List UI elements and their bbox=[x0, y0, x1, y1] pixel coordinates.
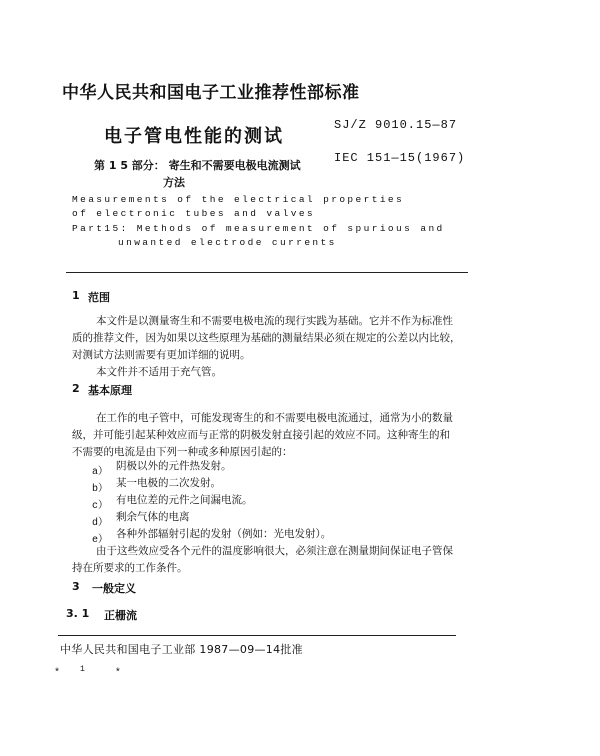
paragraph-line: 本文件是以测量寄生和不需要电极电流的现行实践为基础。它并不作为标准性 bbox=[96, 315, 453, 327]
subsection-title: 正栅流 bbox=[104, 609, 137, 622]
standard-body-heading: 中华人民共和国电子工业推荐性部标准 bbox=[62, 83, 360, 103]
paragraph-line: 不需要的电流是由下列一种或多种原因引起的： bbox=[72, 446, 293, 458]
footer-divider bbox=[58, 635, 456, 636]
english-title-line3: Part15: Methods of measurement of spurious and bbox=[72, 223, 445, 234]
list-item-marker: a） bbox=[92, 467, 109, 478]
part-subtitle-line2: 方法 bbox=[163, 176, 185, 189]
iec-code: IEC 151—15(1967) bbox=[334, 151, 466, 165]
list-item: 剩余气体的电离 bbox=[116, 511, 190, 523]
section-title-definitions: 一般定义 bbox=[92, 582, 136, 595]
paragraph-line: 持在所要求的工作条件。 bbox=[72, 562, 188, 574]
section-number: 2 bbox=[72, 382, 80, 395]
approval-note: 中华人民共和国电子工业部 1987—09—14批准 bbox=[60, 643, 303, 656]
section-number: 1 bbox=[72, 289, 80, 302]
list-item-marker: d） bbox=[92, 518, 109, 529]
page-number: 1 bbox=[80, 665, 85, 674]
paragraph-line: 对测试方法则需要有更加详细的说明。 bbox=[72, 349, 251, 361]
paragraph-line: 在工作的电子管中，可能发现寄生的和不需要电极电流通过，通常为小的数量 bbox=[96, 412, 453, 424]
list-item-marker: c） bbox=[92, 501, 109, 512]
page-star-right: * bbox=[114, 668, 121, 679]
paragraph-line: 本文件并不适用于充气管。 bbox=[96, 366, 222, 378]
paragraph-line: 质的推荐文件，因为如果以这些原理为基础的测量结果必须在规定的公差以内比较， bbox=[72, 332, 461, 344]
page-number-row bbox=[54, 665, 121, 679]
list-item-marker: b） bbox=[92, 484, 109, 495]
paragraph-line: 级，并可能引起某种效应而与正常的阴极发射直接引起的效应不同。这种寄生的和 bbox=[72, 429, 450, 441]
header-divider bbox=[66, 272, 468, 273]
english-title-line1: Measurements of the electrical properties bbox=[72, 194, 405, 205]
section-number: 3 bbox=[72, 580, 80, 593]
standard-code: SJ/Z 9010.15—87 bbox=[334, 118, 458, 132]
list-item: 某一电极的二次发射。 bbox=[116, 477, 221, 489]
section-title-principle: 基本原理 bbox=[88, 384, 132, 397]
section-title-scope: 范围 bbox=[88, 291, 110, 304]
document-title: 电子管电性能的测试 bbox=[104, 126, 284, 147]
list-item: 有电位差的元件之间漏电流。 bbox=[116, 494, 253, 506]
english-title-line2: of electronic tubes and valves bbox=[72, 208, 316, 219]
subsection-number: 3. 1 bbox=[66, 607, 90, 620]
page-star-left: * bbox=[54, 668, 61, 679]
english-title-line4: unwanted electrode currents bbox=[118, 237, 337, 248]
list-item-marker: e） bbox=[92, 535, 109, 546]
list-item: 阴极以外的元件热发射。 bbox=[116, 460, 232, 472]
part-subtitle-line1: 第 1 5 部分： 寄生和不需要电极电流测试 bbox=[94, 159, 301, 172]
paragraph-line: 由于这些效应受各个元件的温度影响很大，必须注意在测量期间保证电子管保 bbox=[96, 545, 453, 557]
list-item: 各种外部辐射引起的发射（例如：光电发射）。 bbox=[116, 528, 332, 540]
